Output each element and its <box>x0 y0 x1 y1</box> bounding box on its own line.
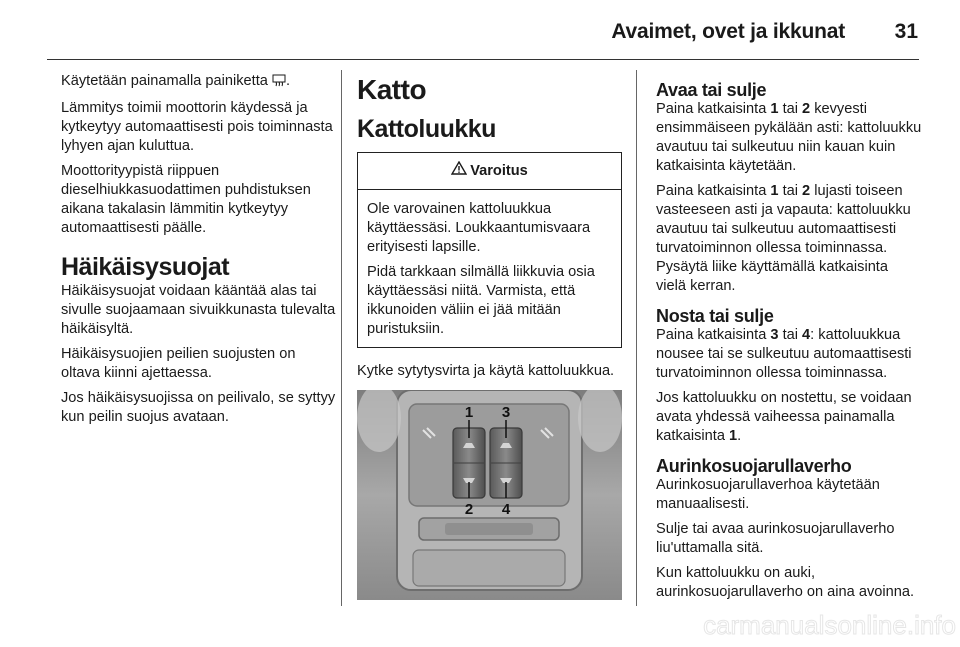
paragraph-mirror-covers: Häikäisysuojien peilien suojusten on oltava kiinni ajettaessa. <box>61 346 296 381</box>
paragraph-visors-fold: Häikäisysuojat voidaan kääntää alas tai sivulle suojaamaan sivuikkunasta tulevalta häikäisyltä. <box>61 283 336 337</box>
paragraph-lifted-open: Jos kattoluukku on nostettu, se voidaan avata yhdessä vaiheessa painamalla katkaisinta 1. <box>656 390 912 444</box>
sunroof-switch-illustration <box>357 390 622 600</box>
rear-window-heater-icon <box>272 74 286 93</box>
paragraph-dpf: Moottorityypistä riippuen dieselhiukkasuodattimen puhdistuksen aikana takalasin lämmitin kytkeytyy automaattisesti päälle. <box>61 163 311 236</box>
warning-paragraph-2: Pidä tarkkaan silmällä liikkuvia osia käyttäessäsi niitä. Varmista, että ikkunoiden väliin ei jää mitään puristuksiin. <box>367 264 595 337</box>
paragraph-shade-manual: Aurinkosuojarullaverhoa käytetään manuaalisesti. <box>656 477 880 512</box>
warning-body <box>358 190 621 347</box>
column-3 <box>656 72 922 608</box>
paragraph-shade-slide: Sulje tai avaa aurinkosuojarullaverho liu'uttamalla sitä. <box>656 521 895 556</box>
heading-sunroof: Kattoluukku <box>357 115 496 143</box>
paragraph-heater-auto-off: Lämmitys toimii moottorin käydessä ja kytkeytyy automaattisesti pois toiminnasta lyhyen ajan kuluttua. <box>61 100 333 154</box>
callout-1: 1 <box>464 404 474 421</box>
watermark-text: carmanualsonline.info <box>703 610 956 640</box>
paragraph-open-step1: Paina katkaisinta 1 tai 2 kevyesti ensimmäiseen pykälään asti: kattoluukku avautuu tai sulkeutuu niin kauan kuin katkaisinta käytetään. <box>656 101 922 174</box>
paragraph-rear-heater-use: Käytetään painamalla painiketta . <box>61 72 336 93</box>
paragraph-ignition: Kytke sytytysvirta ja käytä kattoluukkua. <box>357 363 615 379</box>
paragraph-open-step2: Paina katkaisinta 1 tai 2 lujasti toiseen vasteeseen asti ja vapauta: kattoluukku avautuu tai sulkeutuu automaattisesti turvatoiminnon ollessa toiminnassa. Pysäytä liike käyttämällä katkaisinta vielä kerran. <box>656 183 911 294</box>
header-rule <box>47 59 919 60</box>
watermark-logo <box>660 606 960 642</box>
callout-2: 2 <box>464 501 474 518</box>
warning-header: Varoitus <box>358 153 621 190</box>
heading-roof: Katto <box>357 74 427 105</box>
column-divider-1 <box>341 70 342 606</box>
callout-4: 4 <box>501 501 511 518</box>
paragraph-shade-open: Kun kattoluukku on auki, aurinkosuojarullaverho on aina avoinna. <box>656 565 914 600</box>
warning-paragraph-1: Ole varovainen kattoluukkua käyttäessäsi. Loukkaantumisvaara erityisesti lapsille. <box>367 201 591 255</box>
page-number: 31 <box>894 20 918 43</box>
column-divider-2 <box>636 70 637 606</box>
warning-box <box>357 152 622 348</box>
column-1 <box>61 72 336 433</box>
callout-3: 3 <box>501 404 511 421</box>
paragraph-lift: Paina katkaisinta 3 tai 4: kattoluukkua nousee tai se sulkeutuu automaattisesti turvatoiminnon ollessa toiminnassa. <box>656 327 912 381</box>
heading-sunshade: Aurinkosuojarullaverho <box>656 456 852 476</box>
running-header-title: Avaimet, ovet ja ikkunat <box>611 20 845 43</box>
paragraph-mirror-light: Jos häikäisysuojissa on peilivalo, se syttyy kun peilin suojus avataan. <box>61 390 336 425</box>
heading-sun-visors: Häikäisysuojat <box>61 253 230 281</box>
heading-lift-close: Nosta tai sulje <box>656 306 774 326</box>
heading-open-close: Avaa tai sulje <box>656 80 767 100</box>
sunroof-switch-photo <box>357 390 622 600</box>
column-2 <box>357 74 622 387</box>
warning-triangle-icon <box>451 161 470 181</box>
